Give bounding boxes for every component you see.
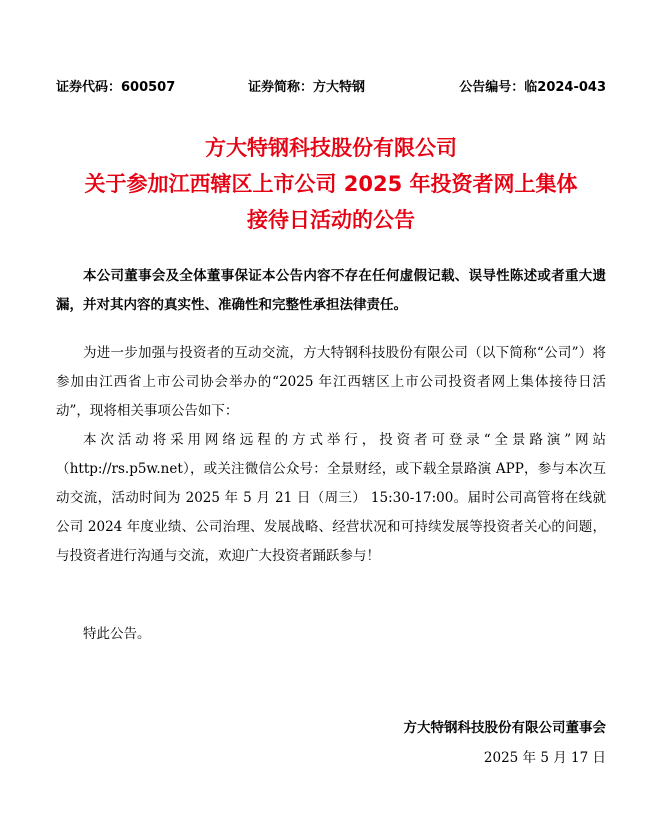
stock-short-name: 证券简称：方大特钢 xyxy=(248,80,366,95)
body-paragraph-2: 本次活动将采用网络远程的方式举行，投资者可登录“全景路演”网站（http://rs.p5w.net），或关注微信公众号：全景财经，或下载全景路演 APP，参与本次互动交流，活动时间为 2025 年 5 月 21 日（周三） 15:30-17:00。届时公司高管将在线就公司 2024 年度业绩、公司治理、发展战略、经营状况和可持续发展等投资者关心的问题，与投资者进行沟通与交流，欢迎广大投资者踊跃参与！ xyxy=(56,432,606,564)
announcement-number: 公告编号：临2024-043 xyxy=(459,80,606,95)
closing-remark: 特此公告。 xyxy=(83,626,151,642)
announcement-title xyxy=(40,130,622,238)
body-paragraph-1: 为进一步加强与投资者的互动交流，方大特钢科技股份有限公司（以下简称“公司”）将参加由江西省上市公司协会举办的“2025 年江西辖区上市公司投资者网上集体接待日活动”，现将相关事项公告如下： xyxy=(56,345,606,419)
title-line-3: 接待日活动的公告 xyxy=(247,208,415,232)
title-line-2: 关于参加江西辖区上市公司 2025 年投资者网上集体 xyxy=(84,172,578,196)
board-guarantee-notice: 本公司董事会及全体董事保证本公告内容不存在任何虚假记载、误导性陈述或者重大遗漏，并对其内容的真实性、准确性和完整性承担法律责任。 xyxy=(56,268,606,313)
signature-company: 方大特钢科技股份有限公司董事会 xyxy=(403,720,606,736)
signature-block xyxy=(404,713,607,773)
announcement-body xyxy=(56,339,606,571)
document-header xyxy=(56,78,606,98)
title-line-1: 方大特钢科技股份有限公司 xyxy=(205,136,457,160)
stock-code: 证券代码：600507 xyxy=(56,80,176,95)
signature-date: 2025 年 5 月 17 日 xyxy=(483,750,606,766)
